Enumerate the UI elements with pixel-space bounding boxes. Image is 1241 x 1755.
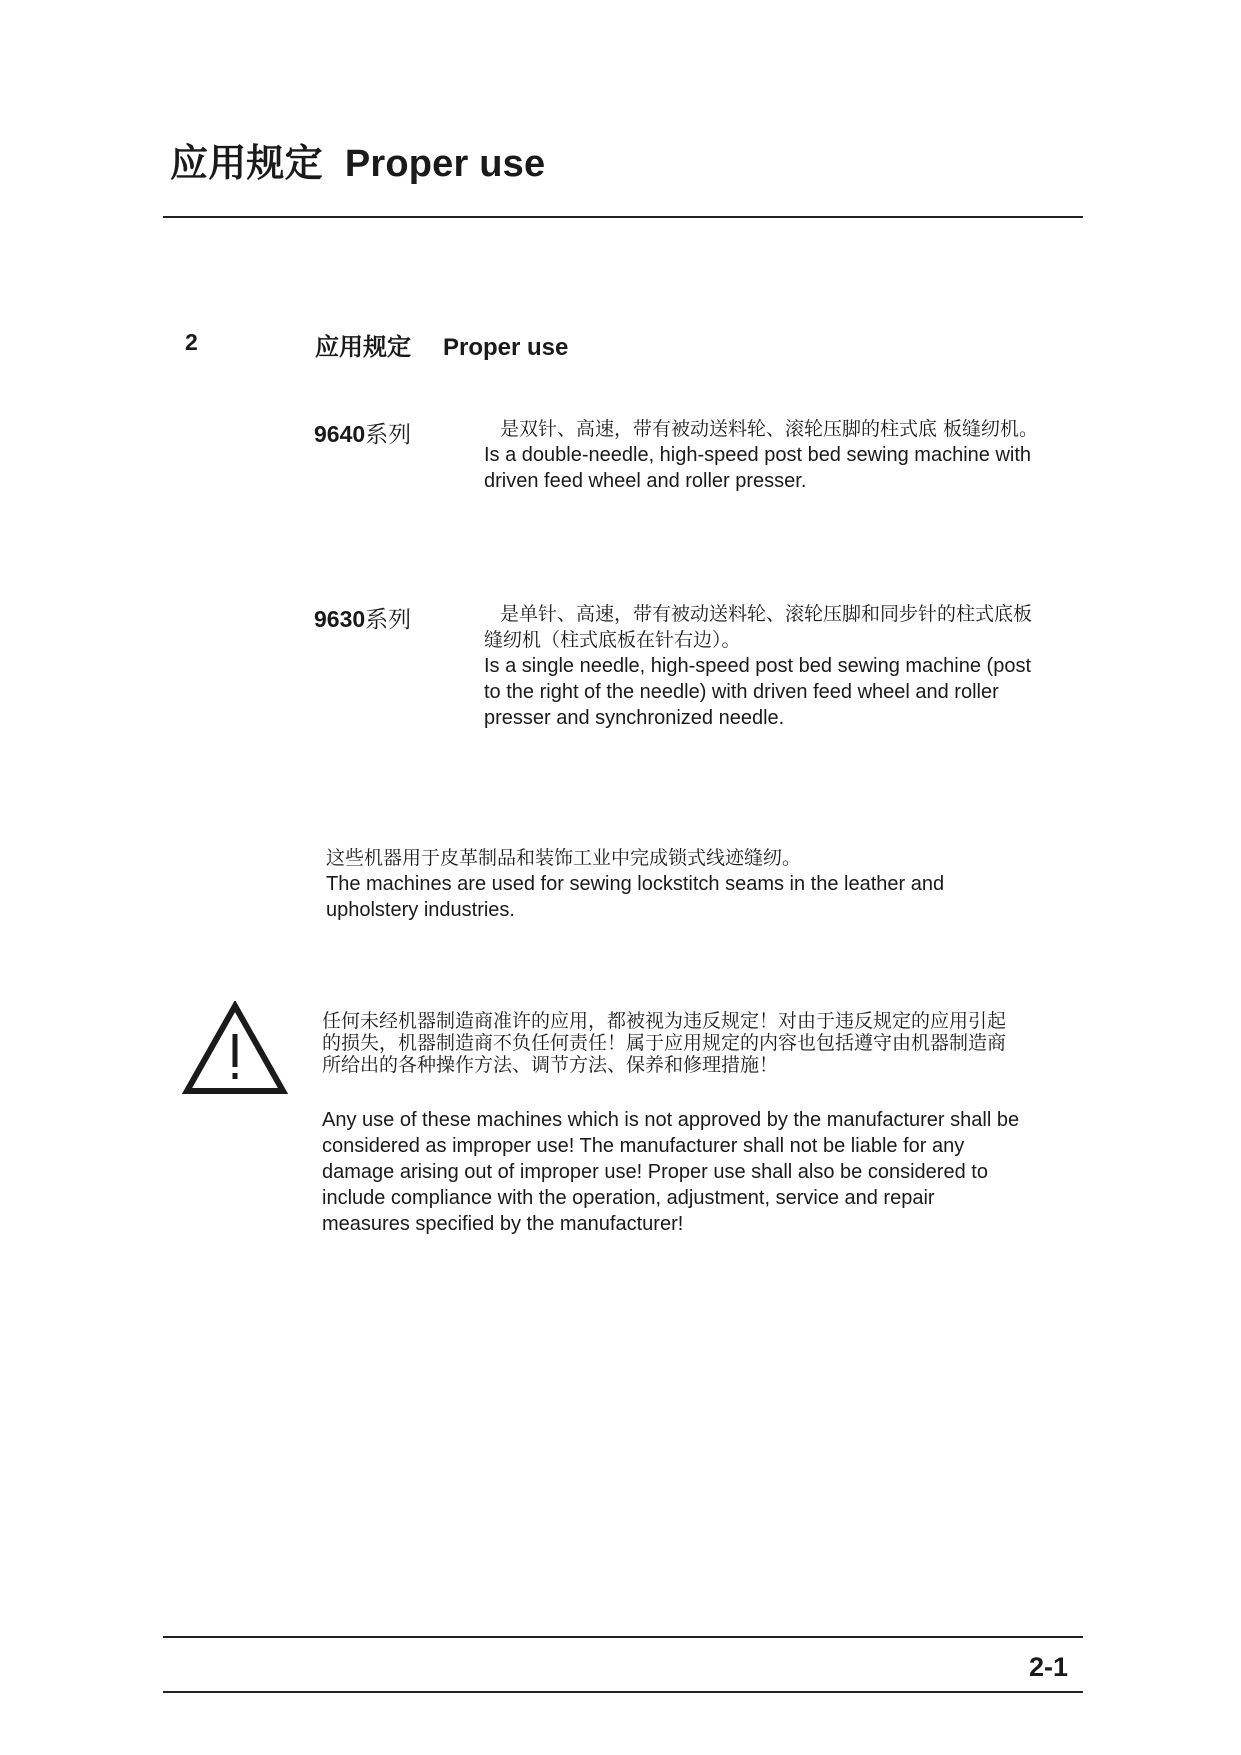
series-description-en: Is a double-needle, high-speed post bed sewing machine with driven feed wheel and roller presser. — [484, 444, 1032, 492]
page-title-cn: 应用规定 — [170, 141, 323, 185]
series-9630-description — [484, 601, 1044, 731]
section-title — [315, 327, 568, 362]
header-rule — [163, 216, 1083, 218]
section-title-en: Proper use — [443, 334, 569, 361]
warning-text-en: Any use of these machines which is not approved by the manufacturer shall be considered as improper use! The manufacturer shall not be liable for any damage arising out of improper use! Proper use shall also be considered to include compliance with the operation, adjustment, service and repair measures specified by the manufacturer! — [322, 1109, 1020, 1235]
section-number: 2 — [185, 329, 198, 355]
usage-statement — [326, 845, 1026, 923]
footer-rule-bottom — [163, 1691, 1083, 1693]
series-suffix: 系列 — [365, 421, 412, 447]
footer-rule-top — [163, 1636, 1083, 1638]
series-model: 9630 — [314, 606, 366, 632]
page-number: 2-1 — [1028, 1652, 1068, 1682]
series-suffix: 系列 — [365, 606, 412, 632]
section-title-cn: 应用规定 — [315, 334, 411, 361]
warning-text-cn: 任何未经机器制造商准许的应用，都被视为违反规定！对由于违反规定的应用引起的损失，机器制造商不负任何责任！属于应用规定的内容也包括遵守由机器制造商所给出的各种操作方法、调节方法、保养和修理措施！ — [322, 1010, 1007, 1076]
page-title — [170, 132, 545, 187]
series-description-cn: 是双针、高速，带有被动送料轮、滚轮压脚的柱式底 板缝纫机。 — [500, 418, 1039, 440]
page-title-en: Proper use — [344, 143, 546, 185]
series-9630-label — [314, 601, 411, 634]
usage-en: The machines are used for sewing lockstitch seams in the leather and upholstery industries. — [326, 873, 945, 921]
usage-cn: 这些机器用于皮革制品和装饰工业中完成锁式线迹缝纫。 — [326, 847, 802, 869]
series-description-en: Is a single needle, high-speed post bed sewing machine (post to the right of the needle) with driven feed wheel and roller presser and synchronized needle. — [484, 655, 1032, 729]
warning-triangle-icon — [182, 1001, 288, 1097]
series-description-cn: 是单针、高速，带有被动送料轮、滚轮压脚和同步针的柱式底板缝纫机（柱式底板在针右边）。 — [484, 603, 1033, 651]
series-9640-description — [484, 416, 1044, 494]
series-model: 9640 — [314, 421, 366, 447]
series-9640-label — [314, 416, 411, 449]
